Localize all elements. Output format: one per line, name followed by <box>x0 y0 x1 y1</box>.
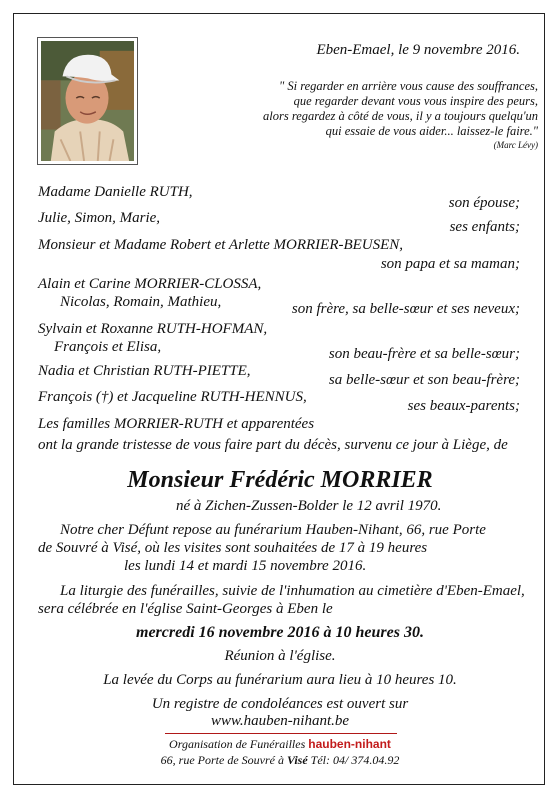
registry-text: Un registre de condoléances est ouvert sur <box>151 696 409 712</box>
visits-line: de Souvré à Visé, où les visites sont souhaitées de 17 à 19 heures <box>38 540 428 556</box>
visits-line: Notre cher Défunt repose au funérarium Hauben-Nihant, 66, rue Porte <box>60 522 486 538</box>
family-relation: son papa et sa maman; <box>380 256 520 272</box>
family-names: Nadia et Christian RUTH-PIETTE, <box>38 363 251 379</box>
family-names-children: François et Elisa, <box>54 339 162 355</box>
quote-line: que regarder devant vous vous inspire des peurs, <box>293 94 538 108</box>
family-names: François (†) et Jacqueline RUTH-HENNUS, <box>38 389 307 405</box>
footer-divider <box>165 733 397 734</box>
announcement: ont la grande tristesse de vous faire part du décès, survenu ce jour à Liège, de <box>38 437 508 453</box>
funeral-line: sera célébrée en l'église Saint-Georges à Eben le <box>38 601 333 617</box>
quote-line: qui essaie de vous aider... laissez-le faire." <box>325 124 538 138</box>
meeting-place: Réunion à l'église. <box>224 648 336 664</box>
funeral-date: mercredi 16 novembre 2016 à 10 heures 30. <box>136 624 424 641</box>
portrait-image <box>41 41 134 161</box>
family-relation: son épouse; <box>448 195 520 211</box>
quote-author: (Marc Lévy) <box>493 140 538 150</box>
funeral-line: La liturgie des funérailles, suivie de l'inhumation au cimetière d'Eben-Emael, <box>60 583 525 599</box>
footer-address <box>0 753 560 767</box>
portrait-photo <box>37 37 138 165</box>
family-names: Monsieur et Madame Robert et Arlette MORRIER-BEUSEN, <box>38 237 404 253</box>
family-names: Alain et Carine MORRIER-CLOSSA, <box>38 276 262 292</box>
family-names: Les familles MORRIER-RUTH et apparentées <box>38 416 315 432</box>
footer-phone: Tél: 04/ 374.04.92 <box>310 753 400 767</box>
family-names: Sylvain et Roxanne RUTH-HOFMAN, <box>38 321 268 337</box>
funeral-home-logo: hauben-nihant <box>308 737 391 751</box>
footer-address-street: 66, rue Porte de Souvré à <box>160 753 284 767</box>
birth-info: né à Zichen-Zussen-Bolder le 12 avril 1970. <box>176 498 442 514</box>
levee-info: La levée du Corps au funérarium aura lieu à 10 heures 10. <box>103 672 457 688</box>
deceased-name: Monsieur Frédéric MORRIER <box>127 467 433 493</box>
family-relation: son beau-frère et sa belle-sœur; <box>328 346 520 362</box>
quote-line: alors regardez à côté de vous, il y a toujours quelqu'un <box>263 109 538 123</box>
footer-org-label: Organisation de Funérailles <box>169 737 306 751</box>
footer-organisation <box>0 737 560 751</box>
registry-url[interactable]: www.hauben-nihant.be <box>210 713 350 729</box>
family-names-children: Nicolas, Romain, Mathieu, <box>60 294 222 310</box>
family-names: Madame Danielle RUTH, <box>38 184 193 200</box>
family-relation: ses enfants; <box>449 219 520 235</box>
family-names: Julie, Simon, Marie, <box>38 210 161 226</box>
quote-block <box>238 79 538 151</box>
family-relation: son frère, sa belle-sœur et ses neveux; <box>291 301 520 317</box>
footer-address-city: Visé <box>286 753 308 767</box>
visits-line: les lundi 14 et mardi 15 novembre 2016. <box>124 558 367 574</box>
place-date: Eben-Emael, le 9 novembre 2016. <box>316 42 520 58</box>
family-relation: sa belle-sœur et son beau-frère; <box>328 372 520 388</box>
quote-line: " Si regarder en arrière vous cause des souffrances, <box>278 79 538 93</box>
family-relation: ses beaux-parents; <box>407 398 520 414</box>
